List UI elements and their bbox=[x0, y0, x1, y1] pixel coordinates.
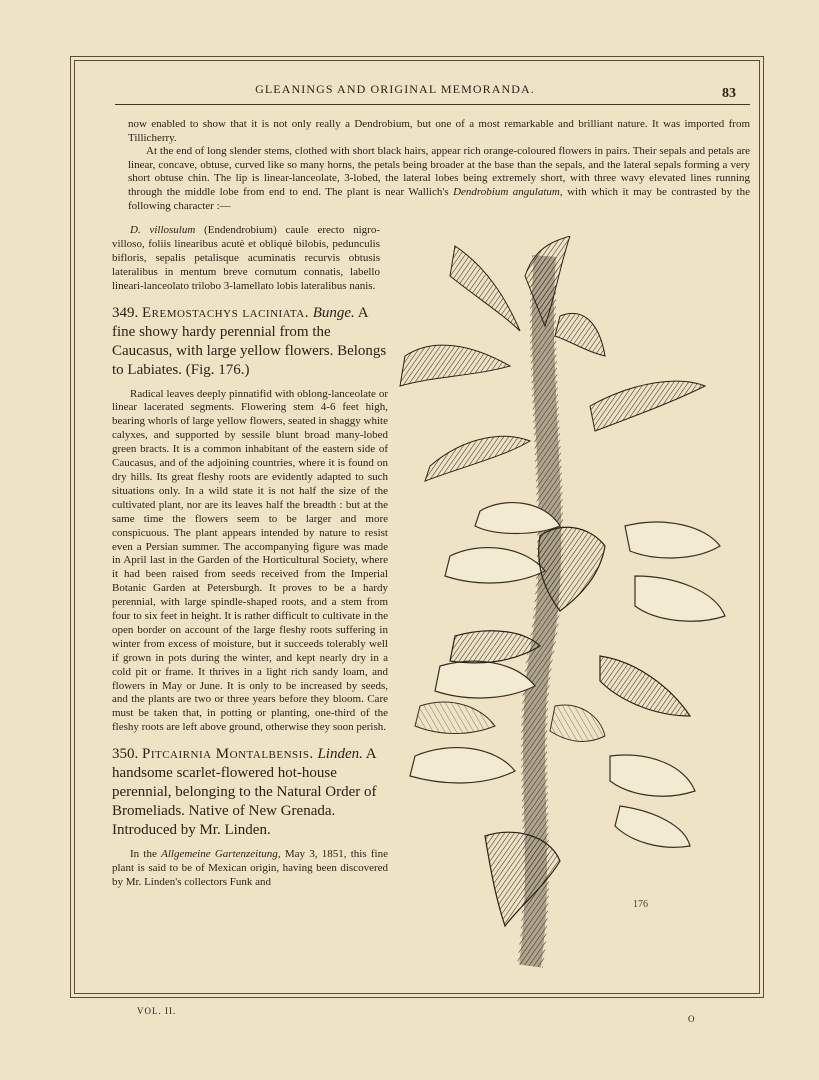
footer-volume: VOL. II. bbox=[137, 1006, 177, 1016]
entry-350-summary: A handsome scarlet-flowered hot-house perennial, belonging to the Natural Order of Bromeliads. Native of New Grenada. Introduced by Mr. Linden. bbox=[112, 746, 377, 839]
page-number: 83 bbox=[722, 86, 736, 101]
intro-paragraph-2-species: Dendrobium angulatum bbox=[453, 185, 560, 198]
intro-paragraph-1-text: now enabled to show that it is not only really a Dendrobium, but one of a most remarkable and brilliant nature. It was imported from Tillicherry. bbox=[128, 118, 750, 144]
latin-species-name: D. villosulum bbox=[130, 224, 196, 236]
intro-paragraph-2 bbox=[128, 145, 750, 213]
entry-350-body-text-a: In the bbox=[130, 848, 162, 861]
entry-349-number: 349. bbox=[112, 304, 139, 321]
entry-350-body bbox=[112, 848, 388, 890]
header-rule bbox=[115, 104, 750, 105]
figure-number: 176 bbox=[633, 899, 648, 910]
entry-349-authority: Bunge. bbox=[312, 304, 355, 321]
entry-350-authority: Linden. bbox=[317, 746, 363, 763]
intro-paragraph-2-text-a: At the end of long slender stems, clothed with short black hairs, appear rich orange-coloured flowers in pairs. Their sepals and petals are linear, concave, obtuse, curved like so many horns, the petals being broader at the base than the sepals, and the lateral sepals forming a very short obtuse chin. The lip is linear-lanceolate, 3-lobed, the lateral lobes being extremely short, with three wavy elevated lines running through the middle lobe from end to end. The plant is near Wallich's bbox=[128, 145, 750, 198]
footer-signature: O bbox=[688, 1014, 695, 1024]
entry-350-journal-title: Allgemeine Gartenzeitung bbox=[161, 848, 278, 861]
eremostachys-engraving bbox=[395, 236, 740, 976]
entry-349-body: Radical leaves deeply pinnatifid with oblong-lanceolate or linear lacerated segments. Flowering stem 4-6 feet high, bearing whorls of large yellow flowers, seated in shaggy white calyxes, and supported by sessile blunt broad many-lobed green bracts. It is a common inhabitant of the eastern side of Caucasus, and of the adjoining countries, where it is found on dry hills. Its great fleshy roots are evidently adapted to such situations only. In a wild state it is not half the size of the cultivated plant, nor are its leaves half the breadth : but at the same time the flowers seem to be larger and more conspicuous. The plant appears intended by nature to resist even a Persian summer. The accompanying figure was made in April last in the Garden of the Horticultural Society, where it had been raised from seeds received from the Imperial Botanic Garden at Petersburgh. It proves to be a hardy perennial, with large spindle-shaped roots, and a stem from four to six feet in height. It is rather difficult to cultivate in the open border on account of the large fleshy roots suffering in winter from excess of moisture, but it succeeds tolerably well if grown in pots during the winter, and kept nearly dry in a cold pit or frame. It thrives in a light rich sandy loam, and flowers in May or June. It is only to be increased by seeds, and the plants are two or three years before they bloom. Care must be taken that, in potting or planting, one-third of the fleshy roots are left above ground, otherwise they soon perish. bbox=[112, 387, 388, 734]
latin-diagnosis bbox=[112, 224, 380, 294]
entry-350-heading bbox=[112, 745, 388, 840]
latin-diagnosis-text: (Endendrobium) caule erecto nigro-villoso, foliis linearibus acutè et obliquè bilobis, pedunculis bifloris, sepalis petalisque acuminatis recurvis obtusis lateralibus in mentum breve cornutum connatis, labello lineari-lanceolato trilobo 3-lamellato lobis lateralibus nanis. bbox=[112, 224, 381, 292]
entry-349-name: Eremostachys laciniata. bbox=[142, 304, 309, 321]
running-title: GLEANINGS AND ORIGINAL MEMORANDA. bbox=[255, 82, 535, 96]
entry-350-name: Pitcairnia Montalbensis. bbox=[142, 746, 314, 763]
intro-paragraph-1 bbox=[128, 118, 750, 145]
intro-paragraph-2-text-b: , with which it may be contrasted by the following character :— bbox=[128, 185, 750, 212]
left-column bbox=[112, 224, 388, 890]
entry-350-body-text-b: , May 3, 1851, this fine plant is said to be of Mexican origin, having been discovered by Mr. Linden's collectors Funk and bbox=[112, 848, 388, 888]
entry-349-summary: A fine showy hardy perennial from the Caucasus, with large yellow flowers. Belongs to Labiates. (Fig. 176.) bbox=[112, 304, 387, 378]
entry-350-number: 350. bbox=[112, 746, 139, 763]
entry-349-heading bbox=[112, 304, 388, 380]
intro-text bbox=[128, 118, 750, 213]
